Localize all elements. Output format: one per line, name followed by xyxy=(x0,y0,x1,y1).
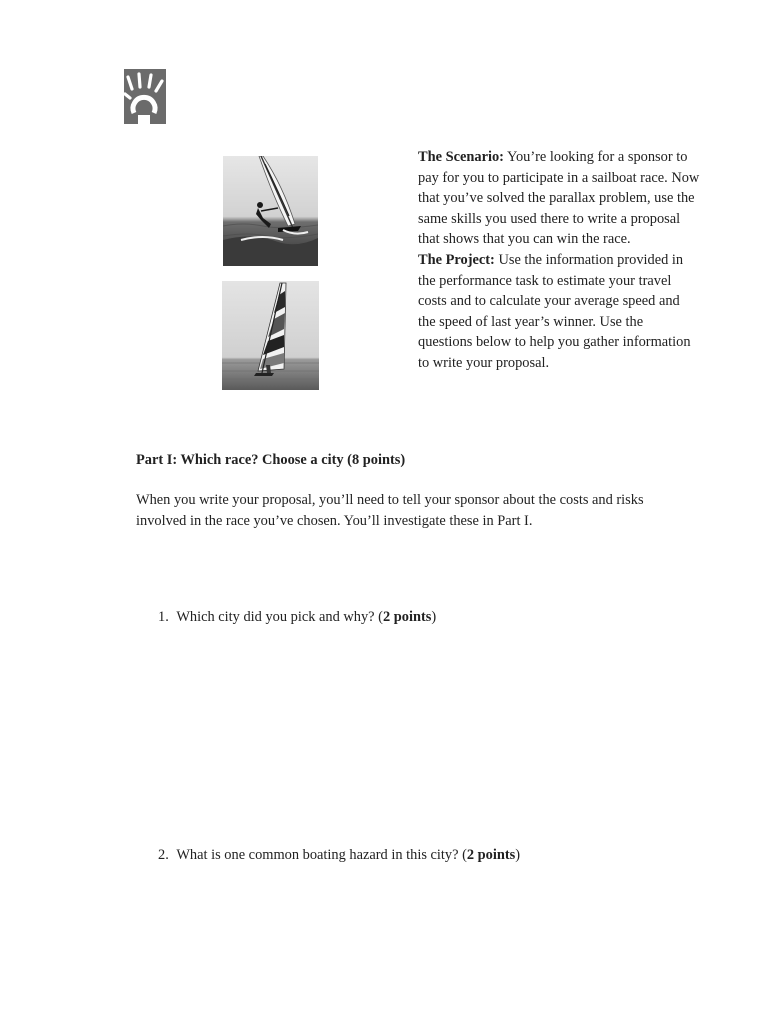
project-label: The Project: xyxy=(418,251,495,268)
question-points: 2 points xyxy=(466,847,516,863)
part-1-heading: Part I: Which race? Choose a city (8 points) xyxy=(136,452,406,468)
question-number: 1. xyxy=(158,609,169,625)
question-points: 2 points xyxy=(382,609,432,625)
question-text: Which city did you pick and why? ( xyxy=(176,609,383,625)
question-number: 2. xyxy=(158,847,169,863)
scenario-project-block xyxy=(418,147,700,374)
scenario-text: You’re looking for a sponsor to pay for you to participate in a sailboat race. Now that you’ve solved the parallax problem, use the same skills you used there to write a proposal that shows that you can win the race. xyxy=(418,149,700,248)
question-close: ) xyxy=(431,609,437,625)
part-1-intro: When you write your proposal, you’ll need to tell your sponsor about the costs and risks involved in the race you’ve chosen. You’ll investigate these in Part I. xyxy=(136,492,644,529)
question-1 xyxy=(158,607,436,627)
sunburst-logo-icon xyxy=(124,69,166,124)
windsurfer-photo xyxy=(223,156,318,266)
question-2 xyxy=(158,845,520,865)
question-text: What is one common boating hazard in this city? ( xyxy=(176,847,467,863)
scenario-label: The Scenario: xyxy=(418,149,504,165)
scenario-paragraph xyxy=(418,147,700,250)
project-paragraph xyxy=(418,250,700,374)
project-text: Use the information provided in the performance task to estimate your travel costs and to calculate your average speed and the speed of last year’s winner. Use the questions below to help you gather information to write your proposal. xyxy=(418,251,691,371)
sailboard-photo xyxy=(222,281,319,390)
question-close: ) xyxy=(515,847,521,863)
